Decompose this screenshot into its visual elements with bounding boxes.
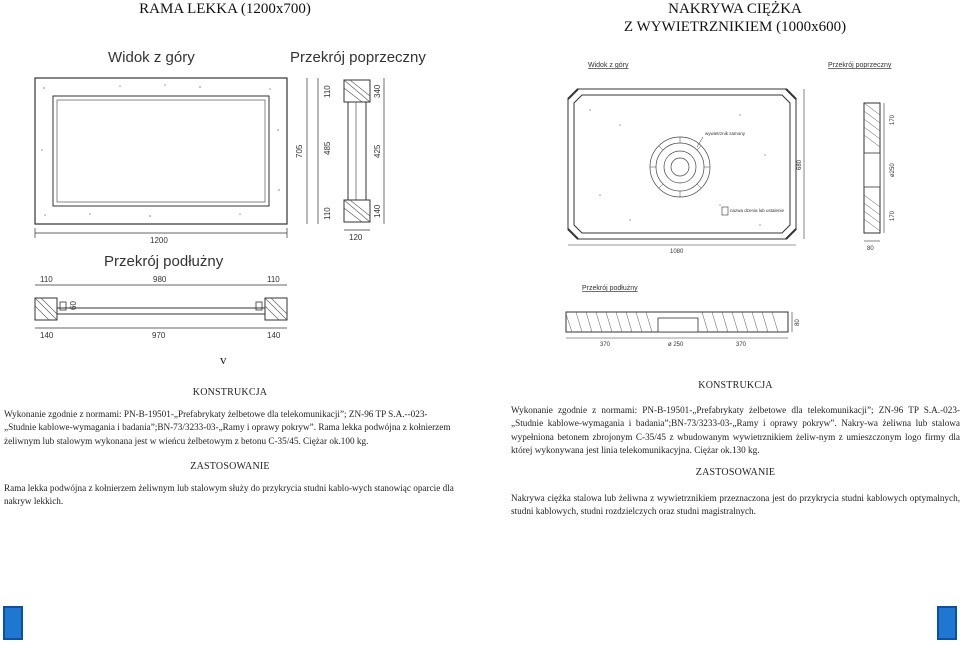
right-ls-dim-370-left: 370 xyxy=(600,342,611,348)
left-usage-section xyxy=(4,460,456,509)
right-long-section-label: Przekrój podłużny xyxy=(582,285,638,292)
left-dim-110-top: 110 xyxy=(323,85,332,98)
right-title-line-1: NAKRYWA CIĘŻKA xyxy=(668,1,802,17)
left-ls-dim-970: 970 xyxy=(152,331,166,340)
left-dim-485: 485 xyxy=(323,141,332,155)
right-long-section-drawing xyxy=(560,280,810,352)
right-construction-section xyxy=(511,379,960,458)
left-ls-dim-140-right: 140 xyxy=(267,331,281,340)
left-page-tab-icon[interactable] xyxy=(3,606,23,640)
left-ls-dim-980: 980 xyxy=(153,275,167,284)
right-logo-label: nazwa dzenia lub ustalenie xyxy=(730,208,785,213)
right-ls-dim-250: ø 250 xyxy=(668,342,684,348)
right-page-tab-icon[interactable] xyxy=(937,606,957,640)
left-construction-section xyxy=(4,386,456,448)
left-dim-1200: 1200 xyxy=(150,236,168,245)
left-dim-340: 340 xyxy=(373,84,382,98)
left-ls-dim-110-left: 110 xyxy=(40,275,53,284)
right-usage-text: Nakrywa ciężka stalowa lub żeliwna z wywietrznikiem przeznaczona jest do przykrycia studni kablowych optymalnych, studni kablowych, studni rozdzielczych oraz studni magistralnych. xyxy=(511,492,960,516)
right-view-top-label: Widok z góry xyxy=(588,62,629,69)
right-ls-dim-80: 80 xyxy=(795,319,801,326)
right-dim-680: 680 xyxy=(797,159,803,170)
right-cross-section-label: Przekrój poprzeczny xyxy=(828,62,892,69)
right-top-view-drawing xyxy=(560,55,905,255)
left-dim-140: 140 xyxy=(373,204,382,218)
left-long-section-drawing xyxy=(0,248,300,346)
left-top-view-drawing xyxy=(0,40,440,245)
left-ls-dim-110-right: 110 xyxy=(267,275,280,284)
left-dim-705: 705 xyxy=(295,144,304,158)
right-title-line-2: Z WYWIETRZNIKIEM (1000x600) xyxy=(623,19,847,35)
left-cross-section-label: Przekrój poprzeczny xyxy=(290,49,426,66)
left-construction-text: Wykonanie zgodnie z normami: PN-B-19501-„Prefabrykaty żelbetowe dla telekomunikacji”; ZN-96 TP S.A.--023-„Studnie kablowe-wymagania i badania”;BN-73/3233-03-„Ramy i oprawy pokryw”. Rama lekka podwójna z kołnierzem żeliwnym lub stalowym wykonana jest w wieńcu żelbetowym z betonu C-35/45. Ciężar ok.100 kg. xyxy=(4,408,451,446)
right-dim-170-bottom: 170 xyxy=(890,210,896,221)
right-construction-heading: KONSTRUKCJA xyxy=(698,380,773,391)
right-vent-label: wywietrznik zamony xyxy=(705,131,746,136)
right-dim-250: ø250 xyxy=(890,163,896,177)
right-usage-section xyxy=(511,466,960,519)
left-construction-heading: KONSTRUKCJA xyxy=(192,387,268,398)
left-dim-120: 120 xyxy=(349,233,363,242)
left-long-section-label: Przekrój podłużny xyxy=(104,253,224,270)
left-product-title: RAMA LEKKA (1200x700) xyxy=(139,1,311,17)
left-dim-110-bottom: 110 xyxy=(323,207,332,220)
right-product-title xyxy=(600,0,870,36)
left-ls-dim-140-left: 140 xyxy=(40,331,54,340)
right-cs-dim-80: 80 xyxy=(867,246,874,252)
left-usage-heading: ZASTOSOWANIE xyxy=(190,461,270,472)
right-dim-170-top: 170 xyxy=(890,114,896,125)
right-dim-1080: 1080 xyxy=(670,249,684,255)
left-view-top-label: Widok z góry xyxy=(108,49,195,66)
right-usage-heading: ZASTOSOWANIE xyxy=(695,467,776,478)
right-ls-dim-370-right: 370 xyxy=(736,342,747,348)
left-ls-dim-60: 60 xyxy=(69,301,78,310)
left-usage-text: Rama lekka podwójna z kołnierzem żeliwnym lub stalowym służy do przykrycia studni kablo-wych stanowiąc oparcie dla nakryw lekkich. xyxy=(4,482,454,506)
v-mark: v xyxy=(220,352,227,367)
left-dim-425: 425 xyxy=(373,144,382,158)
right-construction-text: Wykonanie zgodnie z normami: PN-B-19501-„Prefabrykaty żelbetowe dla telekomunikacji”; ZN-96 TP S.A.-023-„Studnie kablowe-wymagania i badania”;BN-73/3233-03-„Ramy i oprawy pokryw”. Nakry-wa żeliwna lub stalowa wypełniona betonem zbrojonym C-35/45 z wbudowanym wywietrznikiem żeliw-nym z umieszczonym logo firmy dla której wykonywana jest linia telekomunikacyjna. Ciężar ok.130 kg. xyxy=(511,404,960,455)
